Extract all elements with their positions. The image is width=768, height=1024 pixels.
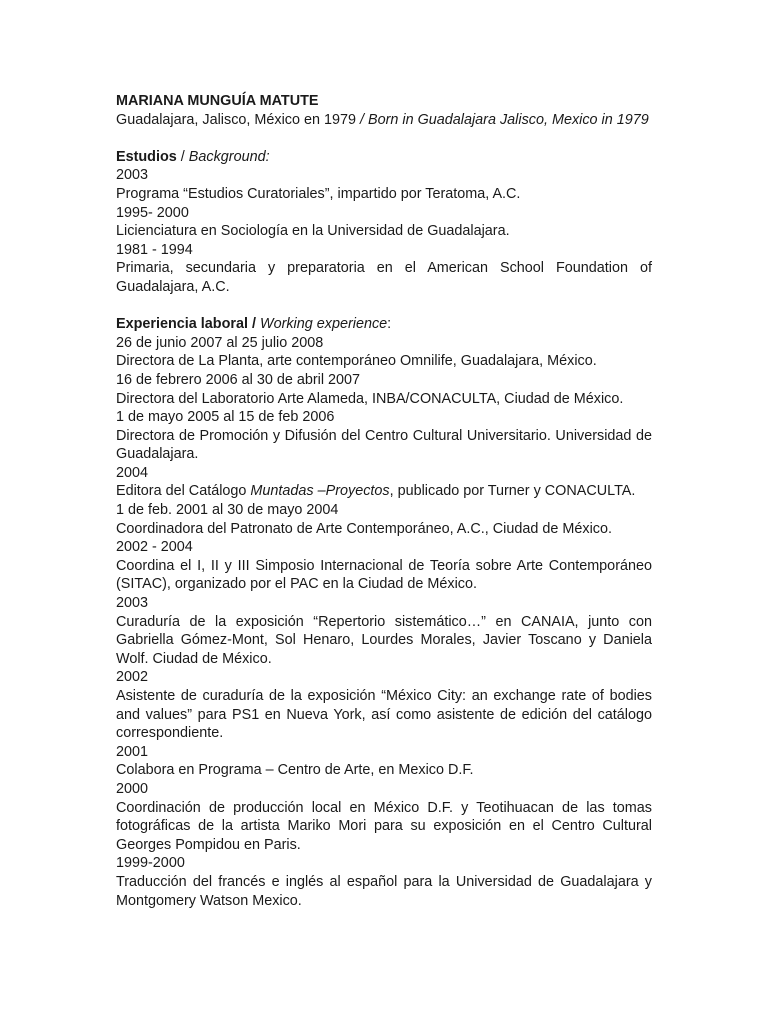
studies-entry (116, 204, 652, 241)
studies-entry (116, 166, 652, 203)
person-name: MARIANA MUNGUÍA MATUTE (116, 93, 319, 109)
entry-date: 1995- 2000 (116, 204, 189, 221)
entry-text: Licienciatura en Sociología en la Universidad de Guadalajara. (116, 223, 510, 240)
entry-text: Colabora en Programa – Centro de Arte, en Mexico D.F. (116, 762, 474, 779)
entry-date: 2003 (116, 595, 149, 612)
work-entry (116, 668, 652, 742)
work-entry (116, 743, 652, 780)
entry-date: 1 de mayo 2005 al 15 de feb 2006 (116, 409, 335, 426)
entry-date: 2000 (116, 780, 149, 797)
entry-date: 1 de feb. 2001 al 30 de mayo 2004 (116, 502, 339, 519)
work-entry (116, 780, 652, 854)
work-entry (116, 464, 652, 501)
work-entry (116, 594, 652, 668)
entry-date: 2004 (116, 464, 149, 481)
birth-en: Born in Guadalajara Jalisco, Mexico in 1979 (367, 111, 649, 128)
entry-text-pre: Editora del Catálogo (116, 483, 251, 500)
entry-text: Directora de Promoción y Difusión del Centro Cultural Universitario. Universidad de Guadalajara. (116, 427, 652, 463)
entry-text: Traducción del francés e inglés al español para la Universidad de Guadalajara y Montgomery Watson Mexico. (116, 873, 652, 909)
work-entry (116, 854, 652, 910)
birth-info (116, 111, 652, 130)
entry-date: 1981 - 1994 (116, 241, 193, 258)
entry-text: Programa “Estudios Curatoriales”, impartido por Teratoma, A.C. (116, 185, 521, 202)
studies-heading-es: Estudios (116, 148, 177, 165)
entry-text-post: , publicado por Turner y CONACULTA. (389, 483, 636, 500)
birth-es: Guadalajara, Jalisco, México en 1979 (116, 111, 356, 128)
studies-entry (116, 241, 652, 297)
entry-date: 26 de junio 2007 al 25 julio 2008 (116, 334, 324, 351)
work-heading-en: Working experience (259, 316, 388, 333)
entry-text: Coordinadora del Patronato de Arte Contemporáneo, A.C., Ciudad de México. (116, 520, 612, 537)
work-entry (116, 538, 652, 594)
entry-date: 2001 (116, 743, 149, 760)
cv-document (116, 92, 652, 910)
entry-date: 16 de febrero 2006 al 30 de abril 2007 (116, 371, 361, 388)
work-entry (116, 501, 652, 538)
entry-text: Curaduría de la exposición “Repertorio sistemático…” en CANAIA, junto con Gabriella Gómez-Mont, Sol Henaro, Lourdes Morales, Javier Toscano y Daniela Wolf. Ciudad de México. (116, 613, 652, 667)
work-heading-colon: : (387, 316, 392, 333)
entry-date: 2002 - 2004 (116, 539, 193, 556)
work-entry (116, 408, 652, 464)
entry-text (116, 482, 652, 501)
entry-text: Coordinación de producción local en México D.F. y Teotihuacan de las tomas fotográficas de la artista Mariko Mori para su exposición en el Centro Cultural Georges Pompidou en Paris. (116, 799, 652, 853)
birth-sep: / (355, 111, 368, 128)
entry-date: 2003 (116, 167, 149, 184)
work-heading (116, 315, 652, 334)
entry-date: 1999-2000 (116, 855, 185, 872)
entry-text: Asistente de curaduría de la exposición “México City: an exchange rate of bodies and values” para PS1 en Nueva York, así como asistente de edición del catálogo correspondiente. (116, 688, 652, 742)
studies-heading-sep: / (176, 148, 189, 165)
entry-text: Coordina el I, II y III Simposio Internacional de Teoría sobre Arte Contemporáneo (SITAC), organizado por el PAC en la Ciudad de México. (116, 557, 652, 593)
entry-text: Directora del Laboratorio Arte Alameda, INBA/CONACULTA, Ciudad de México. (116, 390, 624, 407)
work-entry (116, 334, 652, 371)
work-entry (116, 371, 652, 408)
catalog-title: Muntadas –Proyectos (250, 483, 390, 500)
studies-heading (116, 148, 652, 167)
studies-heading-en: Background: (188, 148, 270, 165)
work-heading-es: Experiencia laboral / (116, 316, 256, 333)
entry-text: Primaria, secundaria y preparatoria en el American School Foundation of Guadalajara, A.C. (116, 260, 652, 295)
entry-date: 2002 (116, 669, 149, 686)
entry-text: Directora de La Planta, arte contemporáneo Omnilife, Guadalajara, México. (116, 353, 597, 370)
